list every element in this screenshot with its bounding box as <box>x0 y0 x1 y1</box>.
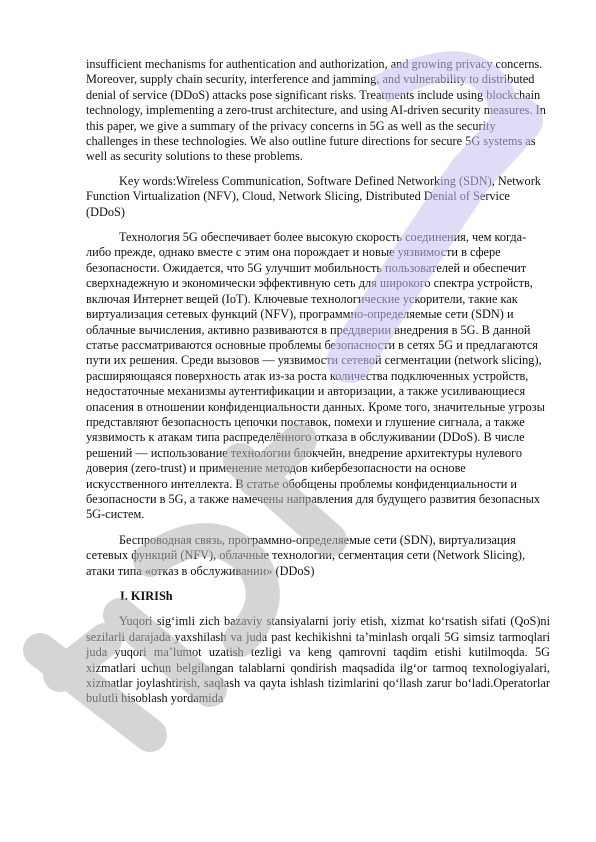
abstract-russian: Технология 5G обеспечивает более высокую скорость соединения, чем когда-либо прежде, однако вместе с этим она порождает и новые уязвимости в сфере безопасности. Ожидается, что 5G улучшит мобильность пользователей и обеспечит сверхнадежную и экономически эффективную сеть для широкого спектра устройств, включая Интернет вещей (IoT). Ключевые технологические ускорители, такие как виртуализация сетевых функций (NFV), программно-определяемые сети (SDN) и облачные вычисления, активно развиваются в преддверии внедрения в 5G. В данной статье рассматриваются основные проблемы безопасности в сетях 5G и предлагаются пути их решения. Среди вызовов — уязвимости сетевой сегментации (network slicing), расширяющаяся поверхность атак из-за роста количества подключенных устройств, недостаточные механизмы аутентификации и авторизации, а также усиливающиеся опасения в отношении конфиденциальности данных. Кроме того, значительные угрозы представляют безопасность цепочки поставок, помехи и глушение сигнала, а также уязвимость к атакам типа распределённого отказа в обслуживании (DDoS). В числе решений — использование технологии блокчейн, внедрение архитектуры нулевого доверия (zero-trust) и применение методов кибербезопасности на основе искусственного интеллекта. В статье обобщены проблемы конфиденциальности и безопасности в 5G, а также намечены направления для будущего развития безопасных 5G-систем. <box>86 230 545 522</box>
introduction-paragraph: Yuqori sig‘imli zich bazaviy stansiyalarni joriy etish, xizmat ko‘rsatish sifati (QoS)ni sezilarli darajada yaxshilash va juda past kechikishni ta’minlash orqali 5G simsiz tarmoqlari juda yuqori ma’lumot uzatish tezligi va keng qamrovni taqdim etishi kutilmoqda. 5G xizmatlari uchun belgilangan talablarni qondirish maqsadida ilg‘or tarmoq texnologiyalari, xizmatlar joylashtirish, saqlash va qayta ishlash tizimlarini qo‘llash zarur bo‘ladi.Operatorlar bulutli hisoblash yordamida <box>86 614 550 706</box>
section-heading: I. KIRISh <box>120 589 173 603</box>
body-text <box>86 57 550 707</box>
abstract-english-tail: insufficient mechanisms for authentication and authorization, and growing privacy concerns. Moreover, supply chain security, interference and jamming, and vulnerability to distributed denial of service (DDoS) attacks pose significant risks. Treatments include using blockchain technology, implementing a zero-trust architecture, and using AI-driven security measures. In this paper, we give a summary of the privacy concerns in 5G as well as the security challenges in these technologies. We also outline future directions for secure 5G systems as well as security solutions to these problems. <box>86 57 546 164</box>
keywords-russian: Беспроводная связь, программно-определяемые сети (SDN), виртуализация сетевых функций (NFV), облачные технологии, сегментация сети (Network Slicing), атаки типа «отказ в обслуживании» (DDoS) <box>86 532 526 578</box>
keywords-english: Key words:Wireless Communication, Software Defined Networking (SDN), Network Function Virtualization (NFV), Cloud, Network Slicing, Distributed Denial of Service (DDoS) <box>86 173 541 219</box>
